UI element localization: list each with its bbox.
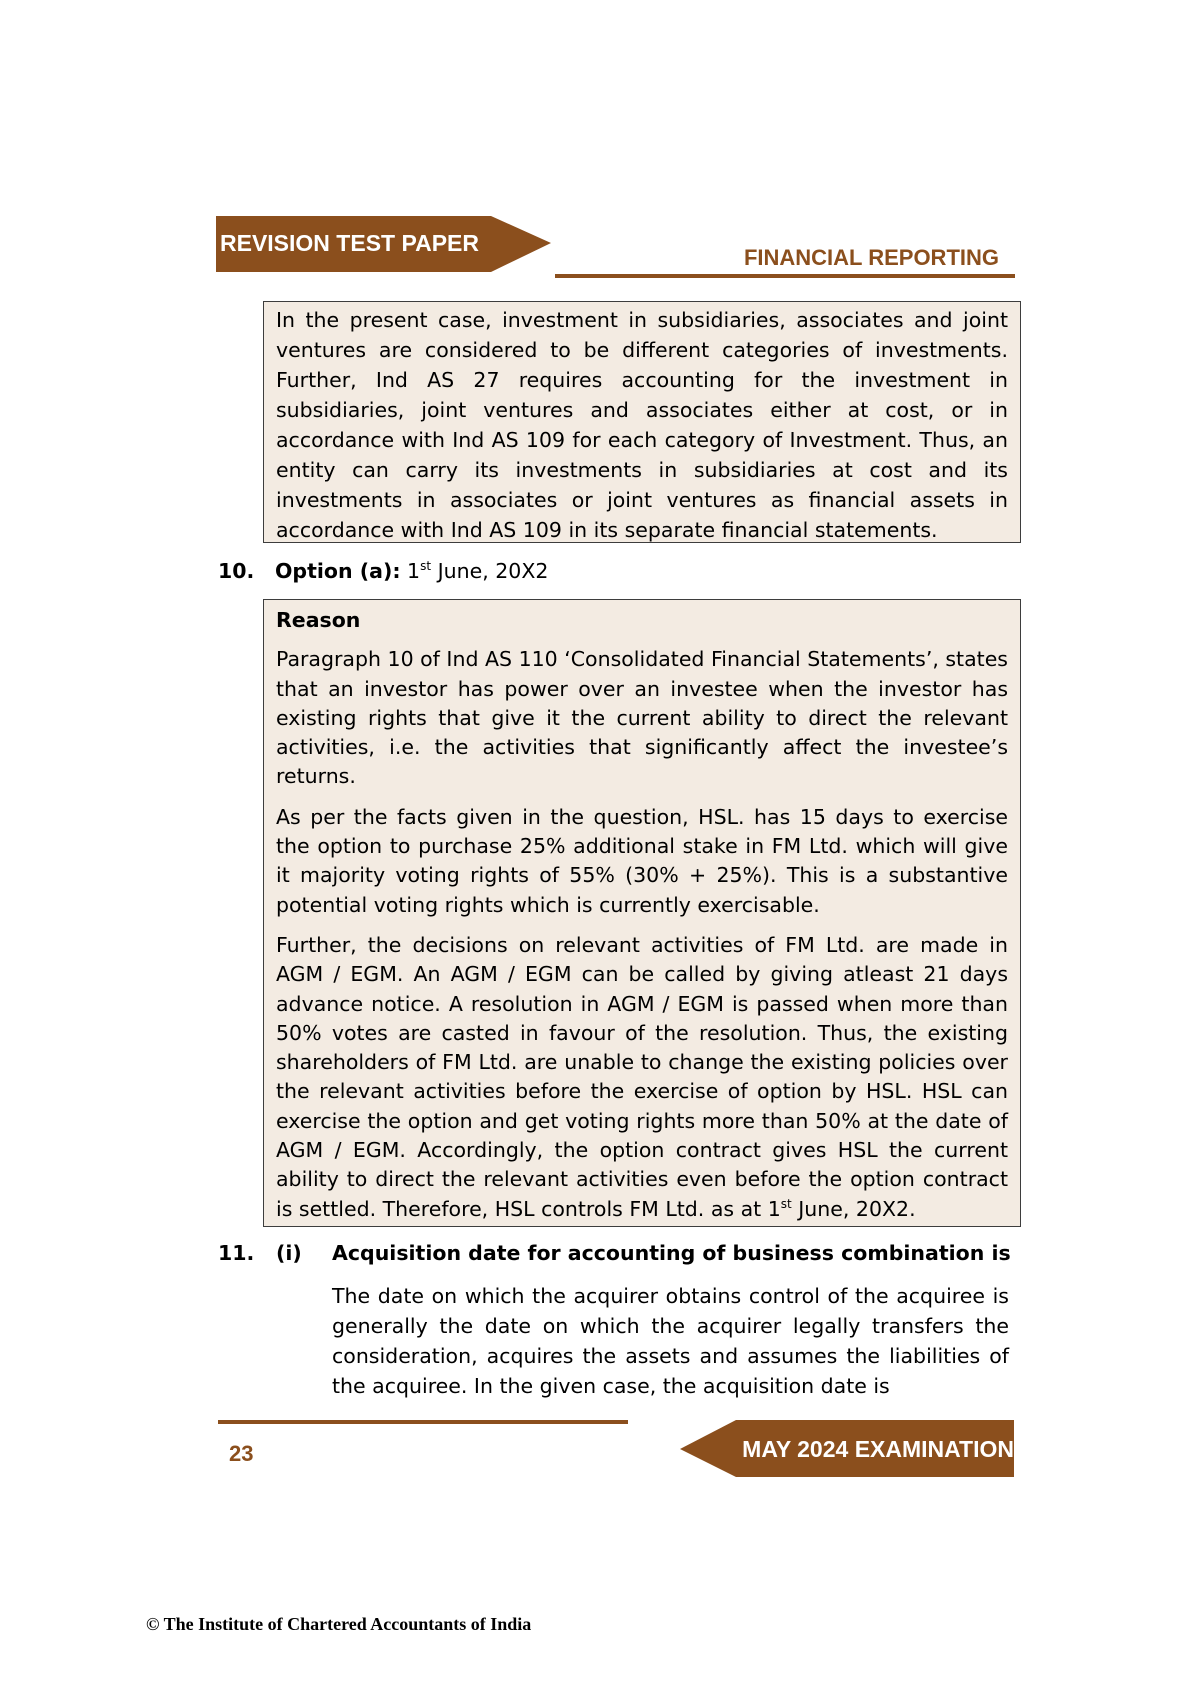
question-number: 10. <box>218 559 255 583</box>
reason-paragraph: Paragraph 10 of Ind AS 110 ‘Consolidated Financial Statements’, states that an investor has power over an investee when the investor has existing rights that give it the current ability to direct the relevant activities, i.e. the activities that significantly affect the investee’s returns. <box>276 647 1008 789</box>
footer-rule <box>218 1420 628 1424</box>
paper-type-label: REVISION TEST PAPER <box>220 230 480 256</box>
subject-title: FINANCIAL REPORTING <box>743 245 999 270</box>
reason-paragraph <box>276 931 1008 1224</box>
reason-text-end: June, 20X2. <box>791 1196 916 1221</box>
header-banner <box>216 216 551 276</box>
header-rule <box>555 274 1015 278</box>
date-suffix: st <box>780 1196 792 1211</box>
answer-paragraph: In the present case, investment in subsidiaries, associates and joint ventures are considered to be different categories of investments. Further, Ind AS 27 requires accounting for the investment in subsidiaries, joint ventures and associates either at cost, or in accordance with Ind AS 109 for each category of Investment. Thus, an entity can carry its investments in subsidiaries at cost and its investments in associates or joint ventures as financial assets in accordance with Ind AS 109 in its separate financial statements. <box>276 308 1008 542</box>
answer-day: 1 <box>407 559 421 583</box>
sub-question-label: (i) <box>276 1241 302 1265</box>
footer-banner <box>680 1420 1014 1478</box>
reason-heading: Reason <box>276 608 361 632</box>
answer-paragraph: The date on which the acquirer obtains control of the acquiree is generally the date on which the acquirer legally transfers the consideration, acquires the assets and assumes the liabilities of the acquiree. In the given case, the acquisition date is <box>332 1284 1009 1398</box>
answer-date-rest: June, 20X2 <box>431 559 549 583</box>
question-answer <box>275 559 548 583</box>
copyright-notice: © The Institute of Chartered Accountants of India <box>146 1614 532 1634</box>
reason-paragraph: As per the facts given in the question, HSL. has 15 days to exercise the option to purchase 25% additional stake in FM Ltd. which will give it majority voting rights of 55% (30% + 25%). This is a substantive potential voting rights which is currently exercisable. <box>276 804 1008 917</box>
reason-text: Further, the decisions on relevant activities of FM Ltd. are made in AGM / EGM. An AGM / EGM can be called by giving atleast 21 days advance notice. A resolution in AGM / EGM is passed when more than 50% votes are casted in favour of the resolution. Thus, the existing shareholders of FM Ltd. are unable to change the existing policies over the relevant activities before the exercise of option by HSL. HSL can exercise the option and get voting rights more than 50% at the date of AGM / EGM. Accordingly, the option contract gives HSL the current ability to direct the relevant activities even before the option contract is settled. Therefore, HSL controls FM Ltd. as at 1 <box>276 932 1008 1221</box>
question-number: 11. <box>218 1241 255 1265</box>
sub-question-heading: Acquisition date for accounting of business combination is <box>332 1241 1011 1265</box>
answer-box-continued <box>263 301 1021 543</box>
exam-session-label: MAY 2024 EXAMINATION <box>742 1436 1014 1462</box>
reason-box <box>263 599 1021 1227</box>
option-label: Option (a): <box>275 559 401 583</box>
answer-day-suffix: st <box>420 559 432 574</box>
page-number: 23 <box>229 1441 254 1466</box>
